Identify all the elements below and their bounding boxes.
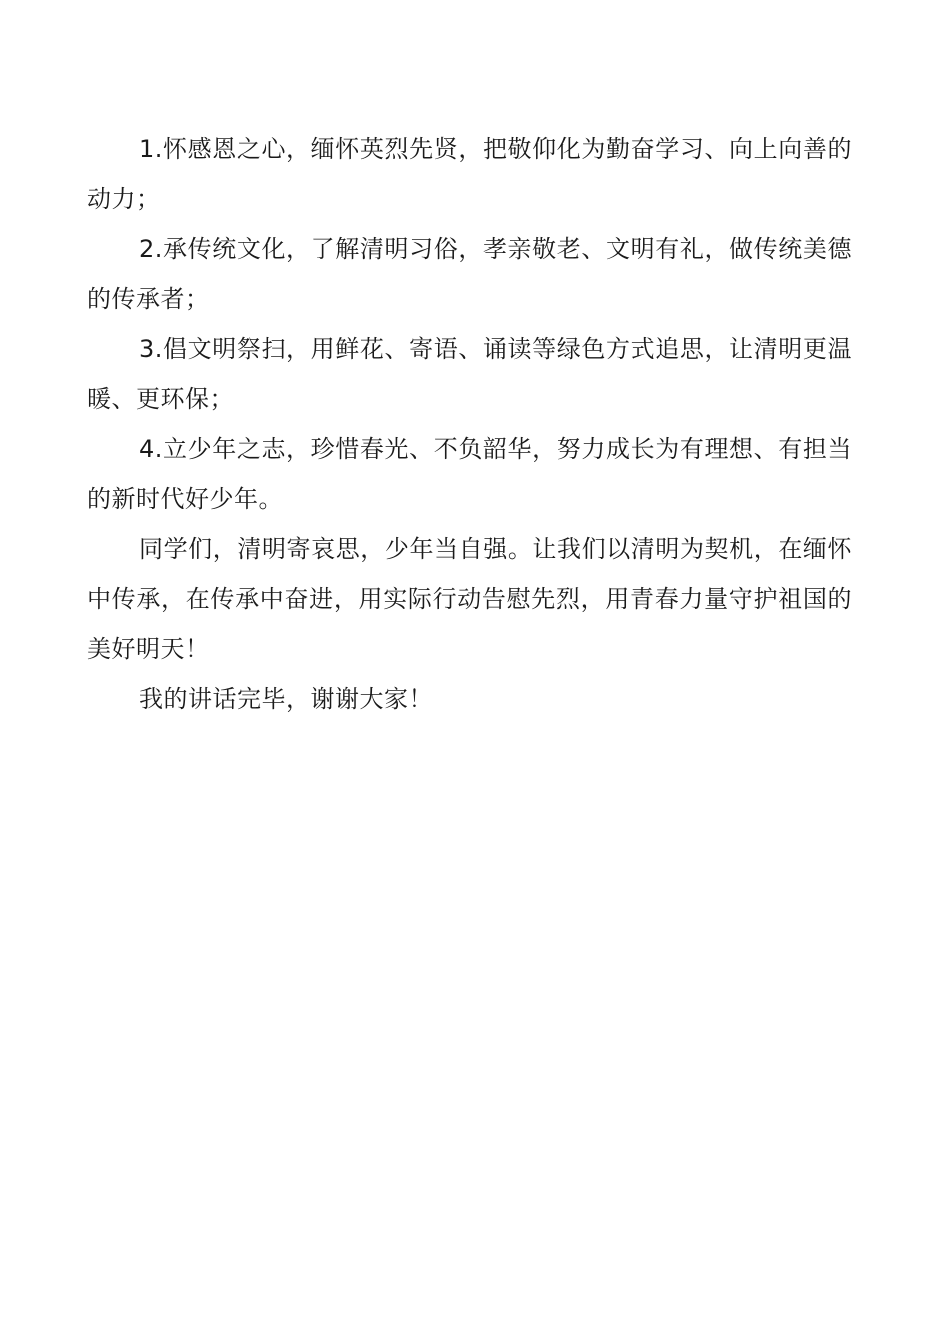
paragraph-point-4: 4.立少年之志，珍惜春光、不负韶华，努力成长为有理想、有担当的新时代好少年。 (87, 435, 852, 513)
paragraph-point-3: 3.倡文明祭扫，用鲜花、寄语、诵读等绿色方式追思，让清明更温暖、更环保； (87, 335, 852, 413)
paragraph-point-2: 2.承传统文化，了解清明习俗，孝亲敬老、文明有礼，做传统美德的传承者； (87, 235, 852, 313)
paragraph-closing-appeal: 同学们，清明寄哀思，少年当自强。让我们以清明为契机，在缅怀中传承，在传承中奋进，用实际行动告慰先烈，用青春力量守护祖国的美好明天！ (87, 535, 852, 663)
paragraph-point-1: 1.怀感恩之心，缅怀英烈先贤，把敬仰化为勤奋学习、向上向善的动力； (87, 135, 852, 213)
paragraph-closing-thanks: 我的讲话完毕，谢谢大家！ (139, 685, 433, 713)
